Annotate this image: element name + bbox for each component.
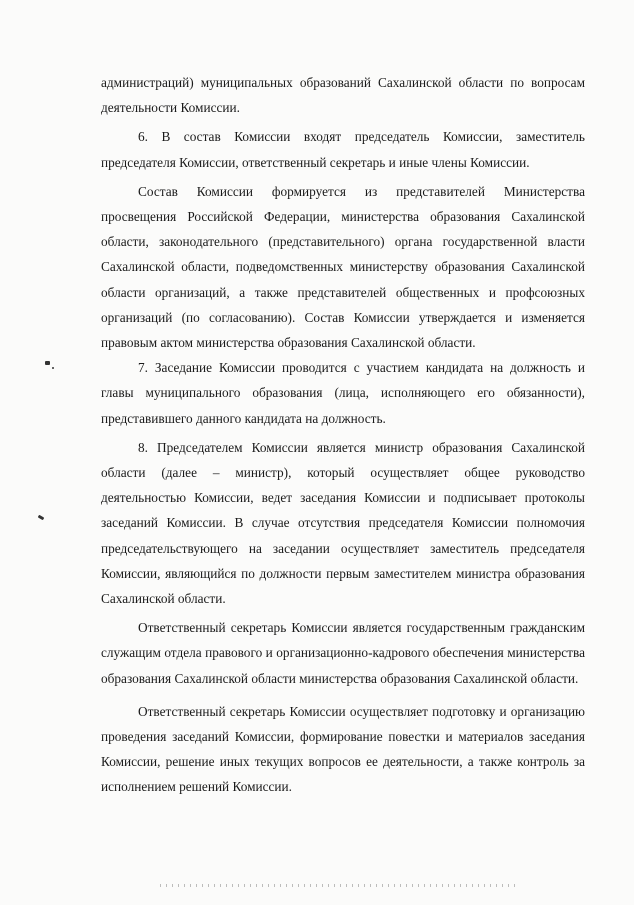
- paragraph-continuation: администраций) муниципальных образований Сахалинской области по вопросам деятельности Комиссии.: [101, 75, 585, 116]
- paragraph-item-6: 6. В состав Комиссии входят председатель Комиссии, заместитель председателя Комиссии, ответственный секретарь и иные члены Комиссии.: [101, 129, 585, 170]
- scan-speck-2: [52, 367, 54, 369]
- paragraph-commission-composition: Состав Комиссии формируется из представителей Министерства просвещения Российской Федерации, министерства образования Сахалинской области, законодательного (представительного) органа государственной власти Сахалинской области, подведомственных министерству образования Сахалинской области организаций, а также представителей общественных и профсоюзных организаций (по согласованию). Состав Комиссии утверждается и изменяется правовым актом министерства образования Сахалинской области.: [101, 183, 585, 351]
- paragraph-item-7: 7. Заседание Комиссии проводится с участием кандидата на должность и главы муниципального образования (лица, исполняющего его обязанности), представившего данного кандидата на должность.: [101, 360, 585, 426]
- document-body: [101, 70, 585, 800]
- paragraph-secretary-status: Ответственный секретарь Комиссии является государственным гражданским служащим отдела правового и организационно-кадрового обеспечения министерства образования Сахалинской области министерства образования Сахалинской области.: [101, 620, 585, 686]
- scan-noise-bottom: [160, 884, 520, 887]
- scan-speck-3: [38, 515, 45, 521]
- scan-speck-1: [45, 361, 50, 365]
- paragraph-secretary-duties: Ответственный секретарь Комиссии осуществляет подготовку и организацию проведения заседаний Комиссии, формирование повестки и материалов заседания Комиссии, решение иных текущих вопросов ее деятельности, а также контроль за исполнением решений Комиссии.: [101, 703, 585, 795]
- paragraph-item-8: 8. Председателем Комиссии является министр образования Сахалинской области (далее – министр), который осуществляет общее руководство деятельностью Комиссии, ведет заседания Комиссии и подписывает протоколы заседаний Комиссии. В случае отсутствия председателя Комиссии полномочия председательствующего на заседании осуществляет заместитель председателя Комиссии, являющийся по должности первым заместителем министра образования Сахалинской области.: [101, 439, 585, 607]
